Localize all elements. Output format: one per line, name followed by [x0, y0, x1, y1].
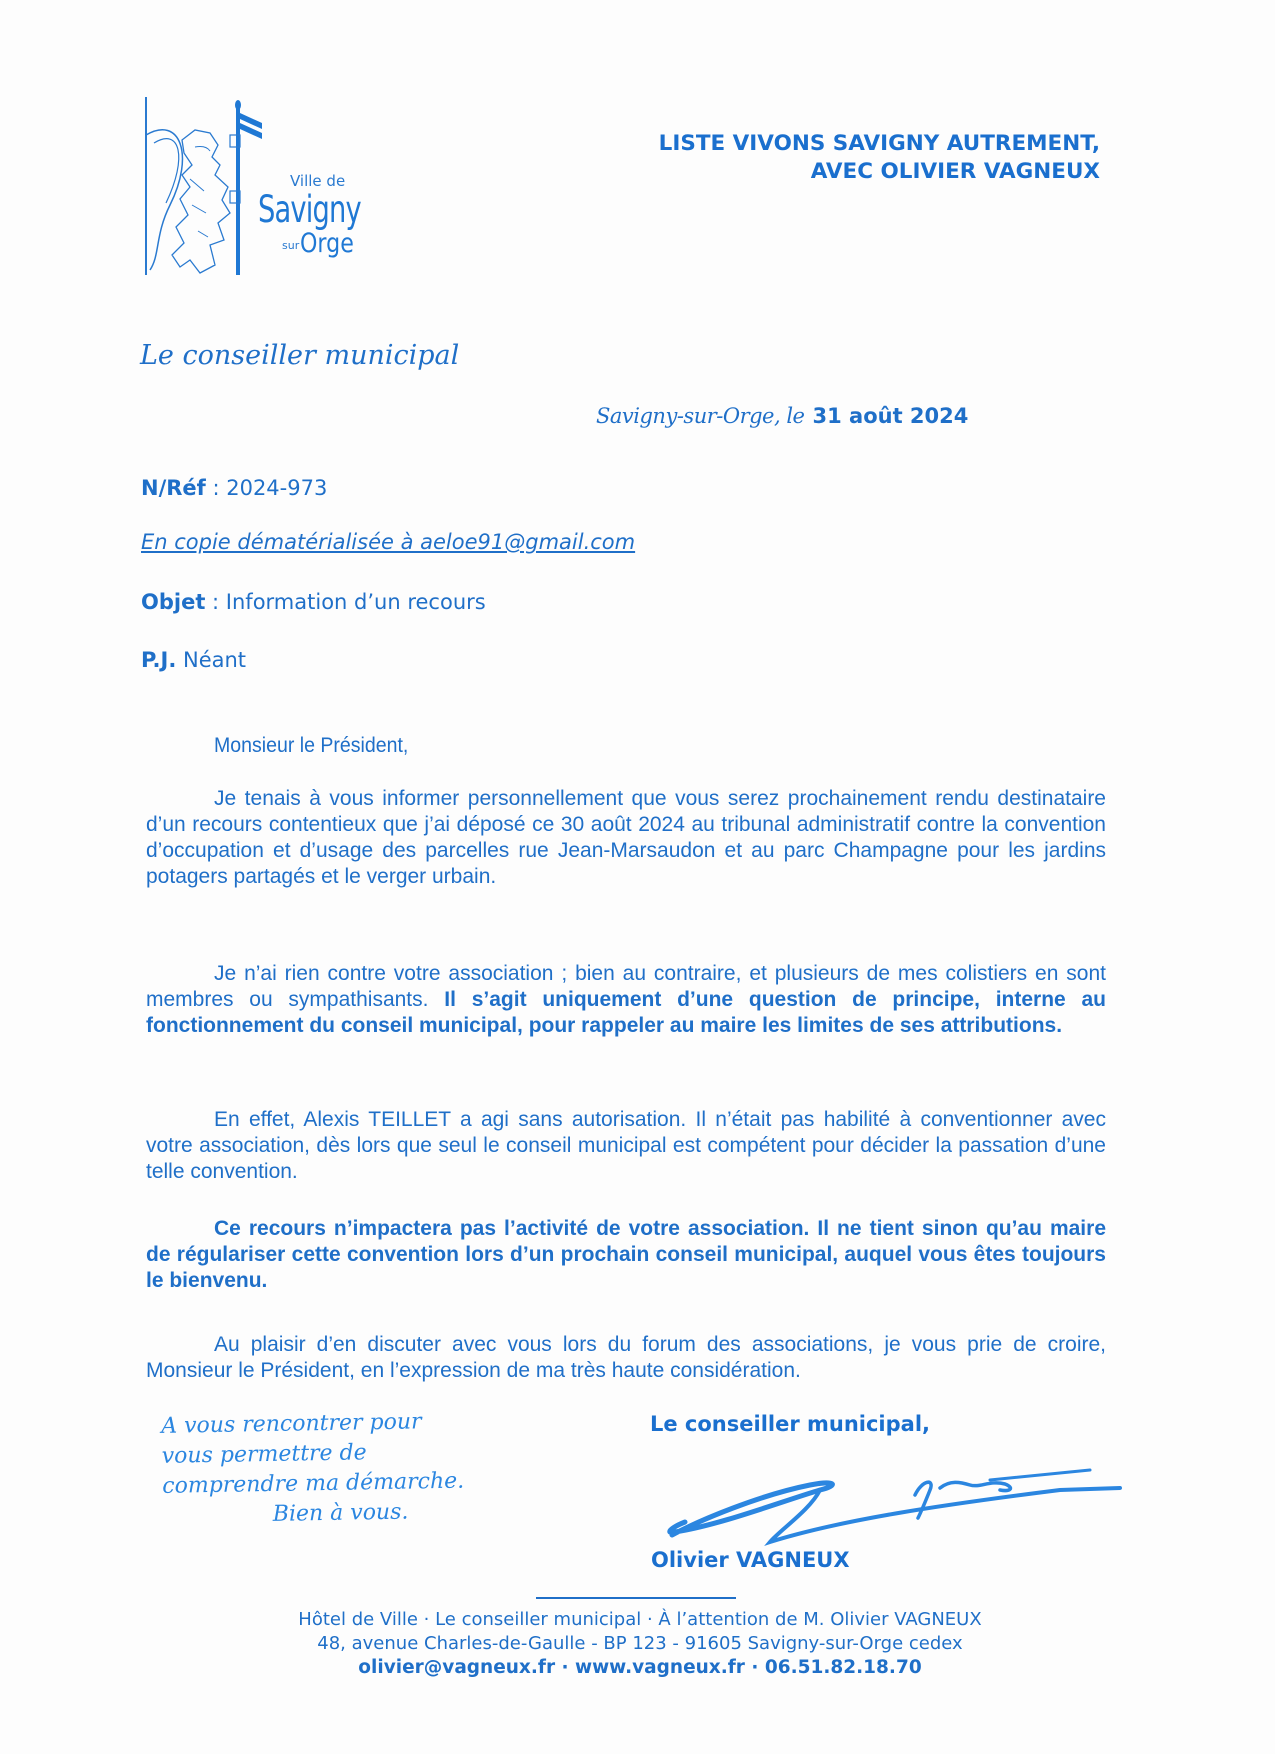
logo-ville-de: Ville de [290, 172, 346, 190]
handwritten-line: Bien à vous. [272, 1499, 409, 1527]
footer-separator: · [555, 1657, 575, 1678]
handwritten-line: vous permettre de [161, 1440, 367, 1469]
footer-address-line2: 48, avenue Charles-de-Gaulle - BP 123 - 91605 Savigny-sur-Orge cedex [317, 1633, 963, 1654]
reference-label: N/Réf [141, 476, 206, 500]
date-place: Savigny-sur-Orge, le [596, 404, 805, 428]
footer-email-link[interactable]: olivier@vagneux.fr [358, 1657, 556, 1678]
attachments-value: Néant [176, 648, 247, 672]
body-paragraph-1 [146, 786, 1106, 890]
footer-address-line1: Hôtel de Ville · Le conseiller municipal · À l’attention de M. Olivier VAGNEUX [298, 1609, 982, 1630]
handwritten-line: A vous rencontrer pour [161, 1409, 422, 1439]
reference-value: : 2024-973 [205, 476, 328, 500]
copy-email-link[interactable]: En copie dématérialisée à aeloe91@gmail.com [141, 530, 636, 554]
date-value: 31 août 2024 [812, 404, 969, 428]
footer-phone: 06.51.82.18.70 [764, 1657, 922, 1678]
handwritten-signature-icon [660, 1440, 1130, 1550]
attachments-line [141, 648, 246, 672]
paragraph-text: En effet, Alexis TEILLET a agi sans autorisation. Il n’était pas habilité à conventionner avec votre association, dès lors que seul le conseil municipal est compétent pour décider la passation d’une telle convention. [146, 1108, 1106, 1183]
list-header-line1: LISTE VIVONS SAVIGNY AUTREMENT, [658, 131, 1100, 156]
signature-title: Le conseiller municipal, [650, 1412, 931, 1436]
list-header [659, 130, 1100, 186]
paragraph-text: Au plaisir d’en discuter avec vous lors du forum des associations, je vous prie de croire, Monsieur le Président, en l’expression de ma très haute considération. [146, 1333, 1106, 1382]
signatory-name: Olivier VAGNEUX [651, 1548, 850, 1572]
logo-sur: sur [282, 239, 300, 252]
paragraph-text: Je n’ai rien contre votre association ; bien au contraire, et plusieurs de mes colistiers en sont membres ou sympathisants. [146, 962, 1106, 1011]
list-header-line2: AVEC OLIVIER VAGNEUX [810, 159, 1100, 184]
attachments-label: P.J. [141, 648, 177, 672]
body-paragraph-2 [146, 961, 1106, 1039]
date-line [596, 404, 968, 429]
logo-orge: Orge [300, 228, 354, 259]
footer-separator: · [744, 1657, 765, 1678]
handwritten-line: comprendre ma démarche. [162, 1468, 465, 1499]
paragraph-text: Je tenais à vous informer personnellement que vous serez prochainement rendu destinataire d’un recours contentieux que j’ai déposé ce 30 août 2024 au tribunal administratif contre la convention d’occupation et d’usage des parcelles rue Jean-Marsaudon et au parc Champagne pour les jardins potagers partagés et le verger urbain. [146, 787, 1106, 888]
body-paragraph-3 [146, 1107, 1106, 1185]
sender-role-title: Le conseiller municipal [140, 340, 460, 371]
object-line [141, 590, 486, 614]
footer-divider [536, 1597, 736, 1599]
handwritten-note [161, 1404, 603, 1532]
paragraph-emphasis: Il s’agit uniquement d’une question de principe, interne au fonctionnement du conseil municipal, pour rappeler au maire les limites de ses attributions. [146, 988, 1107, 1037]
paragraph-text: Ce recours n’impactera pas l’activité de votre association. Il ne tient sinon qu’au maire de régulariser cette convention lors d’un prochain conseil municipal, auquel vous êtes toujours le bienvenu. [146, 1217, 1106, 1292]
footer [150, 1608, 1130, 1680]
object-label: Objet [141, 590, 206, 614]
body-paragraph-5 [146, 1332, 1106, 1384]
reference-line [141, 476, 327, 500]
footer-contact [150, 1656, 1130, 1680]
logo-city-name: Savigny [258, 188, 361, 231]
greeting: Monsieur le Président, [214, 734, 409, 757]
footer-website-link[interactable]: www.vagneux.fr [575, 1657, 745, 1678]
object-value: : Information d’un recours [205, 590, 486, 614]
body-paragraph-4 [146, 1216, 1106, 1294]
